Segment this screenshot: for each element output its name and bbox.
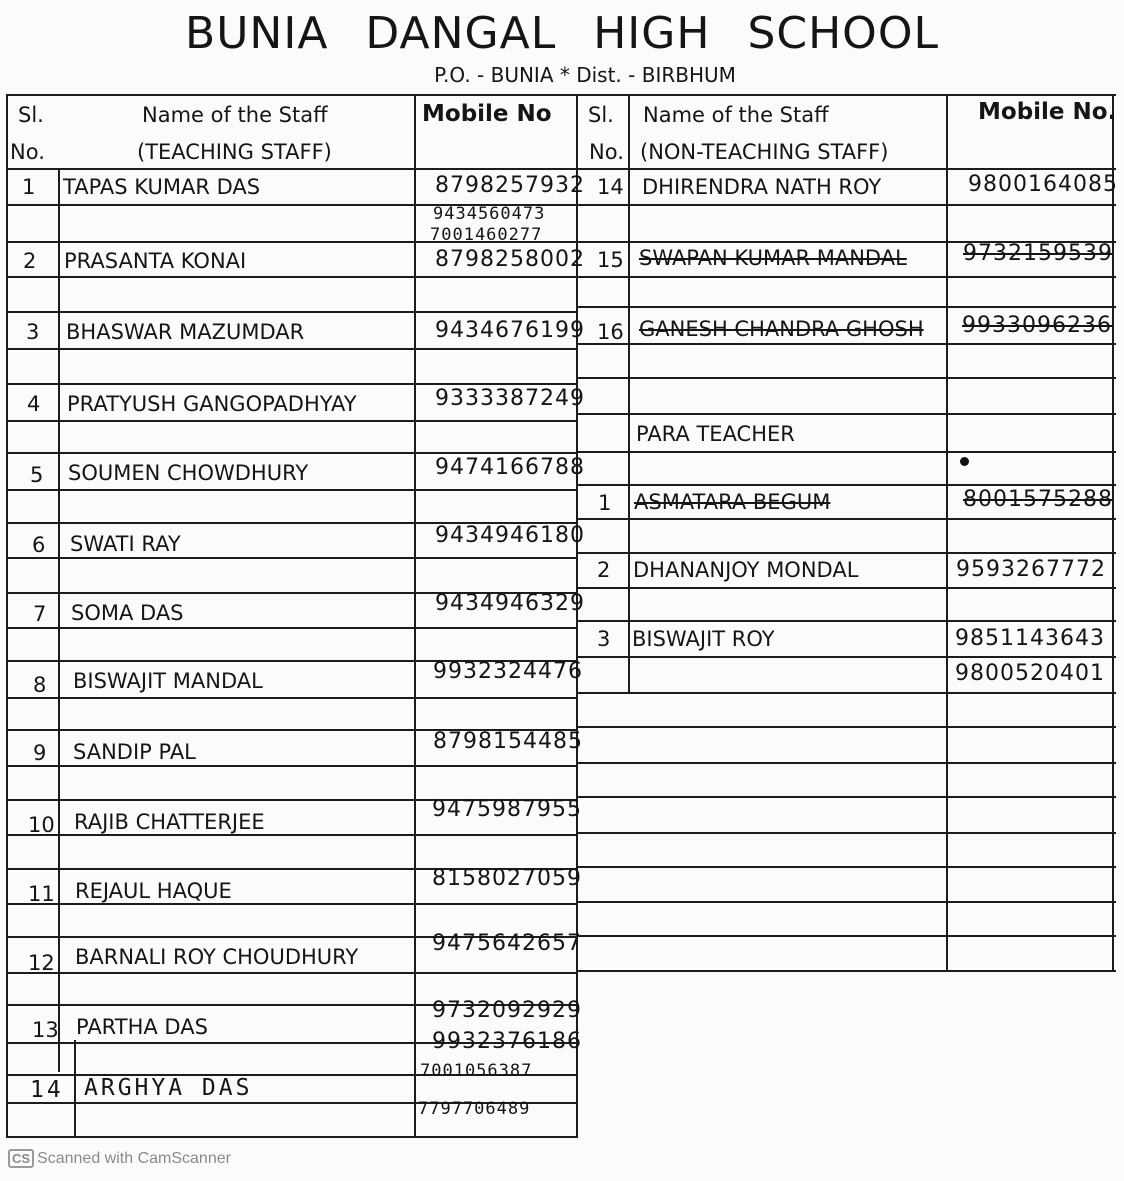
teaching-staff-mobile: 8798154485 xyxy=(433,729,583,754)
table-rule-horizontal xyxy=(576,832,1116,834)
header-mobile-right: Mobile No. xyxy=(978,99,1117,125)
teaching-staff-sl: 5 xyxy=(30,463,44,487)
teaching-staff-sl: 3 xyxy=(26,320,40,344)
non-teaching-sl: 16 xyxy=(597,320,624,344)
table-rule-horizontal xyxy=(576,484,1116,486)
teaching-staff-sl: 8 xyxy=(33,673,47,697)
para-teacher-name: BISWAJIT ROY xyxy=(632,627,775,651)
non-teaching-name: GANESH CHANDRA GHOSH xyxy=(639,317,924,341)
table-rule-horizontal xyxy=(576,276,1116,278)
teaching-staff-name: SANDIP PAL xyxy=(73,740,196,764)
teaching-staff-mobile: 9474166788 xyxy=(435,455,585,480)
table-rule-horizontal xyxy=(576,620,1116,622)
ink-dot xyxy=(960,457,969,466)
table-rule-vertical xyxy=(6,94,8,1138)
header-teaching-staff: (TEACHING STAFF) xyxy=(137,140,332,164)
header-sl-left: Sl. xyxy=(18,103,44,127)
para-teacher-heading: PARA TEACHER xyxy=(636,422,795,446)
table-rule-horizontal xyxy=(576,970,1116,972)
teaching-staff-mobile: 9932324476 xyxy=(433,659,583,684)
table-rule-horizontal xyxy=(6,168,576,170)
table-rule-horizontal xyxy=(6,972,576,974)
table-rule-horizontal xyxy=(576,866,1116,868)
teaching-staff-mobile: 9475987955 xyxy=(432,797,582,822)
table-rule-horizontal xyxy=(576,168,1116,170)
teaching-staff-mobile: 9333387249 xyxy=(435,386,585,411)
teaching-staff-sl: 6 xyxy=(32,533,46,557)
para-teacher-name: DHANANJOY MONDAL xyxy=(633,558,859,582)
teaching-staff-mobile-extra: 9434560473 xyxy=(433,204,546,224)
table-rule-horizontal xyxy=(6,311,576,313)
table-rule-horizontal xyxy=(576,935,1116,937)
table-rule-vertical xyxy=(58,168,60,1072)
table-rule-vertical xyxy=(74,1040,76,1138)
header-no-right: No. xyxy=(589,140,624,164)
table-rule-horizontal xyxy=(6,383,576,385)
teaching-staff-name: SOUMEN CHOWDHURY xyxy=(68,461,309,485)
table-rule-horizontal xyxy=(576,518,1116,520)
table-rule-horizontal xyxy=(576,796,1116,798)
table-rule-horizontal xyxy=(576,656,1116,658)
watermark-text: Scanned with CamScanner xyxy=(37,1150,231,1167)
teaching-staff-sl: 9 xyxy=(33,741,47,765)
para-teacher-mobile: 9593267772 xyxy=(956,557,1106,582)
para-teacher-sl: 3 xyxy=(597,627,611,651)
school-address: P.O. - BUNIA * Dist. - BIRBHUM xyxy=(434,63,736,87)
table-rule-horizontal xyxy=(576,552,1116,554)
table-rule-horizontal xyxy=(6,557,576,559)
table-rule-horizontal xyxy=(6,1136,576,1138)
table-rule-horizontal xyxy=(576,726,1116,728)
table-rule-horizontal xyxy=(6,420,576,422)
para-teacher-name: ASMATARA BEGUM xyxy=(634,490,831,514)
teaching-staff-name: BHASWAR MAZUMDAR xyxy=(66,320,305,344)
teaching-staff-sl: 11 xyxy=(28,882,55,906)
header-sl-right: Sl. xyxy=(588,103,614,127)
teaching-staff-mobile-extra: 7001460277 xyxy=(430,225,543,245)
teaching-staff-name: BARNALI ROY CHOUDHURY xyxy=(75,945,359,969)
teaching-staff-sl: 2 xyxy=(23,249,37,273)
table-rule-horizontal xyxy=(576,204,1116,206)
non-teaching-sl: 15 xyxy=(597,248,624,272)
teaching-staff-name: PRASANTA KONAI xyxy=(64,249,247,273)
teaching-staff-mobile: 9434676199 xyxy=(435,318,585,343)
teaching-staff-name: TAPAS KUMAR DAS xyxy=(63,175,261,199)
non-teaching-mobile: 9800164085 xyxy=(968,172,1118,197)
table-rule-horizontal xyxy=(6,348,576,350)
non-teaching-sl: 14 xyxy=(597,175,624,199)
para-teacher-mobile: 8001575288 xyxy=(963,487,1113,512)
table-rule-horizontal xyxy=(6,765,576,767)
table-rule-horizontal xyxy=(6,489,576,491)
teaching-staff-name: ARGHYA DAS xyxy=(84,1075,253,1101)
teaching-staff-mobile: 9732092929 xyxy=(432,998,582,1023)
teaching-staff-name: PRATYUSH GANGOPADHYAY xyxy=(67,392,357,416)
table-rule-horizontal xyxy=(576,692,1116,694)
teaching-staff-sl: 4 xyxy=(27,392,41,416)
table-rule-horizontal xyxy=(576,377,1116,379)
teaching-staff-name: RAJIB CHATTERJEE xyxy=(74,810,265,834)
teaching-staff-sl: 14 xyxy=(30,1077,64,1103)
table-rule-horizontal xyxy=(6,94,576,96)
teaching-staff-name: SWATI RAY xyxy=(70,532,181,556)
table-rule-vertical xyxy=(946,94,948,970)
teaching-staff-sl: 10 xyxy=(28,813,55,837)
para-teacher-mobile: 9851143643 xyxy=(955,626,1105,651)
teaching-staff-sl: 1 xyxy=(22,175,36,199)
para-teacher-mobile-extra: 9800520401 xyxy=(955,661,1105,686)
teaching-staff-mobile-extra: 9932376186 xyxy=(432,1029,582,1054)
non-teaching-mobile: 9732159539 xyxy=(963,241,1113,266)
table-rule-horizontal xyxy=(576,343,1116,345)
teaching-staff-mobile: 9475642657 xyxy=(432,931,582,956)
table-rule-vertical xyxy=(1112,94,1114,970)
table-rule-horizontal xyxy=(576,901,1116,903)
table-rule-horizontal xyxy=(576,587,1116,589)
teaching-staff-sl: 13 xyxy=(32,1018,59,1042)
table-rule-horizontal xyxy=(6,276,576,278)
table-rule-horizontal xyxy=(6,452,576,454)
table-rule-horizontal xyxy=(576,413,1116,415)
teaching-staff-name: REJAUL HAQUE xyxy=(75,879,232,903)
teaching-staff-name: BISWAJIT MANDAL xyxy=(73,669,263,693)
header-name-left: Name of the Staff xyxy=(142,103,328,127)
non-teaching-mobile: 9933096236 xyxy=(962,313,1112,338)
table-rule-horizontal xyxy=(576,762,1116,764)
table-rule-vertical xyxy=(628,94,630,694)
header-name-right: Name of the Staff xyxy=(643,103,829,127)
teaching-staff-sl: 12 xyxy=(28,951,55,975)
para-teacher-sl: 2 xyxy=(597,558,611,582)
page-title: BUNIA DANGAL HIGH SCHOOL xyxy=(185,8,939,59)
teaching-staff-mobile: 9434946180 xyxy=(435,523,585,548)
non-teaching-name: DHIRENDRA NATH ROY xyxy=(642,175,882,199)
teaching-staff-name: SOMA DAS xyxy=(71,601,184,625)
header-no-left: No. xyxy=(10,140,45,164)
teaching-staff-mobile: 9434946329 xyxy=(435,591,585,616)
scanner-watermark xyxy=(8,1149,231,1168)
teaching-staff-mobile: 8798257932 xyxy=(435,173,585,198)
table-rule-horizontal xyxy=(6,627,576,629)
table-rule-vertical xyxy=(414,94,416,1138)
table-rule-horizontal xyxy=(6,697,576,699)
camscanner-logo: CS xyxy=(8,1149,34,1168)
header-mobile-left: Mobile No xyxy=(422,101,552,127)
teaching-staff-mobile: 7001056387 xyxy=(420,1061,533,1081)
table-rule-horizontal xyxy=(576,306,1116,308)
teaching-staff-sl: 7 xyxy=(33,602,47,626)
teaching-staff-mobile: 8158027059 xyxy=(432,866,582,891)
teaching-staff-mobile-extra: 7797706489 xyxy=(418,1099,531,1119)
teaching-staff-mobile: 8798258002 xyxy=(435,247,585,272)
table-rule-horizontal xyxy=(576,94,1116,96)
teaching-staff-name: PARTHA DAS xyxy=(76,1015,208,1039)
table-rule-horizontal xyxy=(576,451,1116,453)
non-teaching-name: SWAPAN KUMAR MANDAL xyxy=(639,246,907,270)
header-non-teaching-staff: (NON-TEACHING STAFF) xyxy=(640,140,889,164)
para-teacher-sl: 1 xyxy=(598,491,612,515)
